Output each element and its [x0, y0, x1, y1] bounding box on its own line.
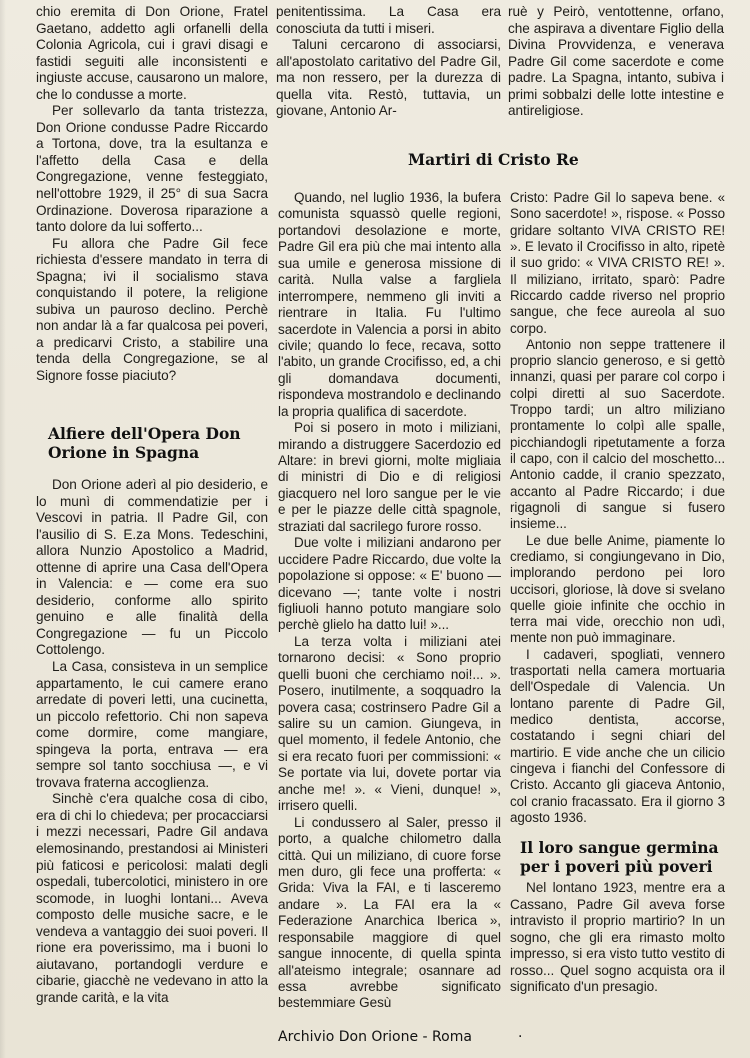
column-3-middle: [510, 190, 725, 826]
column-2-top: [276, 4, 501, 120]
section-heading-sangue: Il loro sangue germina per i poveri più poveri: [520, 838, 719, 876]
column-3-top: [508, 4, 724, 120]
paragraph: Nel lontano 1923, mentre era a Cassano, Padre Gil aveva forse intravisto il proprio martirio? In un sogno, che gli era rimasto molto impresso, si era visto tutto vestito di rosso... Quel sogno acquista ora il significato d'un presagio.: [510, 880, 725, 995]
paragraph: Le due belle Anime, piamente lo crediamo, si congiungevano in Dio, implorando perdono pei loro uccisori, gloriose, là dove si svelano quelle gioie infinite che occhio in terra mai vide, orecchio non udì, mente non può immaginare.: [510, 532, 725, 646]
paragraph: Quando, nel luglio 1936, la bufera comunista squassò quelle regioni, portandovi desolazione e morte, Padre Gil era più che mai intento alla sua umile e generosa missione di carità. Nulla valse a fargliela interrompere, nemmeno gli inviti a rientrare in Italia. Fu l'ultimo sacerdote in Valencia a porsi in abito civile; quando lo fece, recava, sotto l'abito, un grande Crocifisso, ed, a chi gli domandava documenti, rispondeva mostrandolo e declinando la propria qualifica di sacerdote.: [278, 190, 501, 419]
paragraph: Don Orione aderì al pio desiderio, e lo munì di commendatizie per i Vescovi in patria. Il Padre Gil, con l'ausilio di S. E.za Mons. Tedeschini, allora Nunzio Apostolico a Madrid, ottenne di aprire una Casa dell'Opera in Valencia: e — come era suo desiderio, conforme allo spirito genuino e alle finalità della Congregazione — fu un Piccolo Cottolengo.: [36, 477, 268, 658]
paragraph: Poi si posero in moto i miliziani, mirando a distruggere Sacerdozio ed Altare: in brevi giorni, molte migliaia di ministri di Dio e di religiosi giacquero nel loro sangue per le vie e per le piazze delle città spagnole, straziati dal sacrilego furore rosso.: [278, 420, 501, 534]
paragraph: Antonio non seppe trattenere il proprio slancio generoso, e si gettò innanzi, quasi per parare col corpo i colpi diretti al suo Sacerdote. Troppo tardi; un altro miliziano prontamente lo colpì alle spalle, picchiandogli ripetutamente a forza il capo, con il calcio del moschetto... Antonio cadde, il cranio spezzato, accanto al Padre Riccardo; i due rigagnoli di sangue si fusero insieme...: [510, 336, 725, 532]
column-1-bottom: [36, 477, 268, 1007]
column-2-bottom: [278, 190, 501, 1012]
column-1-top: [36, 4, 268, 385]
paragraph: penitentissima. La Casa era conosciuta da tutti i miseri.: [276, 4, 501, 36]
paragraph: Due volte i miliziani andarono per uccidere Padre Riccardo, due volte la popolazione si oppose: « E' buono — dicevano —; tante volte i nostri figliuoli hanno potuto mangiare solo perchè glielo ha datto lui! »...: [278, 535, 501, 633]
paragraph: Taluni cercarono di associarsi, all'apostolato caritativo del Padre Gil, ma non ressero, per la durezza di quella vita. Restò, tuttavia, un giovane, Antonio Ar-: [276, 37, 501, 119]
archive-footer: [0, 1029, 750, 1045]
paragraph: Per sollevarlo da tanta tristezza, Don Orione condusse Padre Riccardo a Tortona, dove, tra la esultanza e l'affetto della Casa e della Congregazione, venne festeggiato, nell'ottobre 1929, il 25° di sua Sacra Ordinazione. Doverosa riparazione a tanto dolore da lui sofferto...: [36, 103, 268, 235]
paragraph: Fu allora che Padre Gil fece richiesta d'essere mandato in terra di Spagna; ivi il socialismo stava conquistando il potere, la religione subiva un pauroso declino. Perchè non andar là a far qualcosa pei poveri, a predicarvi Cristo, a stabilire una tenda della Congregazione, se al Signore fosse piaciuto?: [36, 235, 268, 384]
paragraph: Cristo: Padre Gil lo sapeva bene. « Sono sacerdote! », rispose. « Posso gridare soltanto VIVA CRISTO RE! ». E levato il Crocifisso in alto, ripetè il suo grido: « VIVA CRISTO RE! ». Il miliziano, irritato, sparò: Padre Riccardo cadde riverso nel proprio sangue, che fece aureola al suo corpo.: [510, 190, 725, 336]
column-3-bottom: [510, 880, 725, 996]
section-heading-alfiere: Alfiere dell'Opera Don Orione in Spagna: [48, 424, 241, 462]
paragraph: ruè y Peirò, ventottenne, orfano, che aspirava a diventare Figlio della Divina Provvidenza, e venerava Padre Gil come sacerdote e come padre. La Spagna, intanto, subiva i primi sobbalzi delle lotte intestine e antireligiose.: [508, 4, 724, 119]
section-heading-martiri: Martiri di Cristo Re: [408, 150, 579, 169]
paragraph: Li condussero al Saler, presso il porto, a qualche chilometro dalla città. Qui un miliziano, di cuore forse men duro, gli fece una profferta: « Grida: Viva la FAI, e ti lasceremo andare ». La FAI era la « Federazione Anarchica Iberica », responsabile maggiore di quel sangue innocente, di quella spinta all'ateismo integrale; osannare ad essa avrebbe significato bestemmiare Gesù: [278, 814, 501, 1011]
paragraph: La Casa, consisteva in un semplice appartamento, le cui camere erano arredate di poveri letti, una cucinetta, un piccolo refettorio. Chi non sapeva come dormire, come mangiare, spingeva la porta, entrava — era sempre sol tanto socchiusa —, e vi trovava fraterna accoglienza.: [36, 659, 268, 790]
paragraph: Sinchè c'era qualche cosa di cibo, era di chi lo chiedeva; per procacciarsi i mezzi necessari, Padre Gil andava elemosinando, prestandosi ai Ministeri più faticosi e pericolosi: malati degli ospedali, tubercolotici, ministero in ore scomode, in luoghi lontani... Aveva composto delle musiche sacre, e le vendeva a vantaggio dei suoi poveri. Il rione era poverissimo, ma i buoni lo aiutavano, portandogli verdure e cibarie, giacchè ne vedevano in atto la grande carità, e la vita: [36, 791, 268, 1005]
footer-archive-label: Archivio Don Orione - Roma: [278, 1029, 472, 1045]
paragraph: chio eremita di Don Orione, Fratel Gaetano, addetto agli orfanelli della Colonia Agricola, cui i gravi disagi e fastidi seguiti alle inconsistenti e ingiuste accuse, causarono un malore, che lo condusse a morte.: [36, 4, 268, 102]
page-edge-shadow: [0, 0, 6, 1058]
paragraph: I cadaveri, spogliati, vennero trasportati nella camera mortuaria dell'Ospedale di Valencia. Un lontano parente di Padre Gil, medico dentista, accorse, costatando i segni chiari del martirio. E vide anche che un cilicio cingeva i fianchi del Confessore di Cristo. Accanto gli giaceva Antonio, col cranio fracassato. Era il giorno 3 agosto 1936.: [510, 646, 725, 825]
footer-mark: ·: [518, 1029, 523, 1045]
paragraph: La terza volta i miliziani atei tornarono decisi: « Sono proprio quelli buoni che cerchiamo noi!... ». Posero, inutilmente, a soqquadro la povera casa; costrinsero Padre Gil a salire su un camion. Giungeva, in quel momento, il fedele Antonio, che si era recato fuori per commissioni: « Se portate via lui, dovete portar via anche me! ». « Vieni, dunque! », irrisero quelli.: [278, 633, 501, 814]
